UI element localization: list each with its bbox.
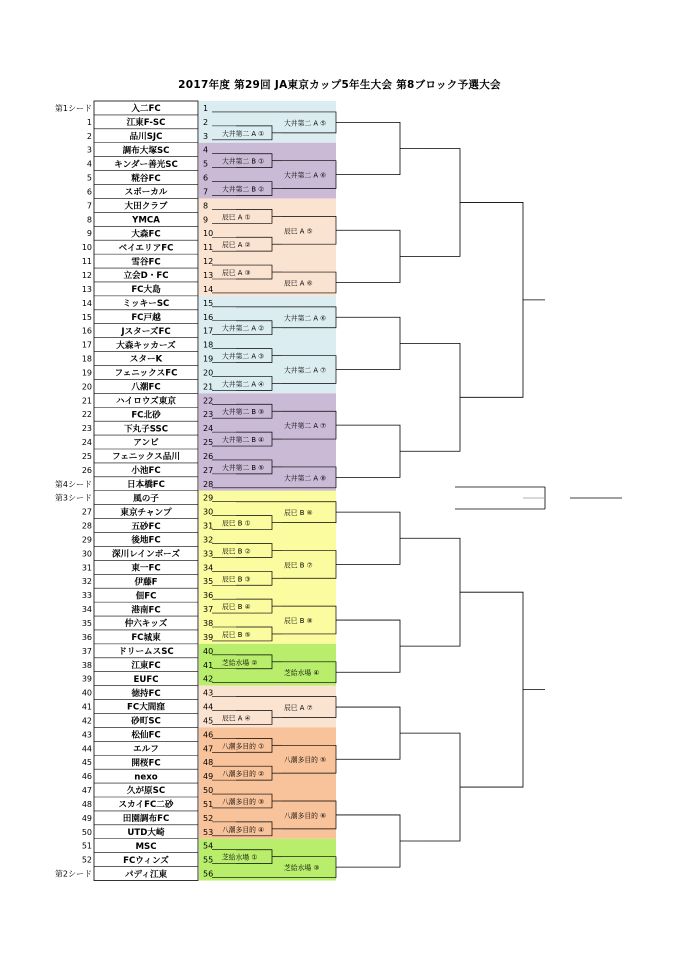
seed-label: 52 (81, 855, 92, 865)
team-row (82, 630, 236, 643)
slot-number: 56 (203, 869, 214, 879)
team-row (82, 463, 236, 476)
round1-match-label: 辰巳 A ① (222, 213, 251, 222)
slot-number: 28 (203, 479, 214, 489)
seed-label: 11 (81, 257, 92, 267)
round2-match-label: 大井第二 A ⑥ (284, 171, 327, 180)
slot-number: 12 (203, 257, 214, 267)
team-name: MSC (135, 841, 157, 852)
round2-match-label: 辰巳 A ⑦ (284, 704, 313, 713)
seed-label: 29 (81, 535, 92, 545)
team-name: 雪谷FC (131, 257, 161, 268)
round1-match-label: 大井第二 A ① (222, 129, 265, 138)
later-round-bracket (425, 149, 460, 257)
slot-number: 11 (203, 243, 214, 253)
seed-label: 15 (81, 312, 92, 322)
team-name: 東京チャンプ (120, 507, 172, 518)
team-name: 江東FC (131, 660, 161, 671)
team-name: 東一FC (131, 563, 161, 574)
seed-label: 8 (86, 215, 92, 225)
round1-match-label: 辰巳 B ⑤ (222, 630, 251, 639)
seed-label: 28 (81, 521, 92, 531)
team-row (82, 435, 236, 448)
team-row (82, 533, 236, 546)
team-row (82, 352, 236, 365)
team-row (82, 421, 236, 434)
seed-label: 1 (86, 117, 92, 127)
slot-number: 55 (203, 855, 214, 865)
slot-number: 8 (203, 201, 209, 211)
seed-label: 48 (81, 799, 92, 809)
team-name: FC北砂 (131, 410, 161, 421)
team-name: ハイロウズ東京 (116, 396, 176, 407)
team-row (55, 477, 236, 490)
round1-match-label: 大井第二 B ③ (222, 408, 265, 417)
seed-label: 42 (81, 716, 92, 726)
seed-label: 35 (81, 619, 92, 628)
seed-label: 2 (86, 131, 92, 141)
slot-number: 43 (203, 688, 214, 698)
seed-label: 24 (81, 438, 92, 448)
slot-number: 36 (203, 591, 214, 601)
seed-label: 26 (81, 465, 92, 475)
team-row (82, 254, 236, 267)
team-row (82, 783, 236, 796)
seed-label: 34 (81, 605, 92, 615)
team-row (82, 741, 236, 754)
slot-number: 23 (203, 410, 214, 420)
team-row (82, 449, 236, 462)
team-name: ドリームスSC (118, 647, 174, 658)
team-name: 調布大塚SC (122, 145, 170, 156)
seed-label: 44 (81, 744, 92, 754)
later-round-bracket (360, 230, 400, 282)
slot-number: 37 (203, 605, 214, 615)
round2-match-label: 八潮多目的 ⑥ (284, 811, 327, 820)
seed-label: 50 (81, 827, 92, 837)
team-name: FC城東 (131, 633, 161, 644)
round2-match-label: 辰巳 B ⑦ (284, 561, 313, 570)
slot-number: 18 (203, 340, 214, 350)
team-name: UTD大崎 (127, 828, 165, 838)
later-round-bracket (425, 538, 460, 646)
team-name: フェニックスFC (114, 368, 178, 379)
round2-match-label: 大井第二 A ⑦ (284, 422, 327, 431)
team-name: 小池FC (131, 466, 161, 477)
team-name: 大田クラブ (124, 201, 168, 212)
seed-label: 9 (86, 229, 92, 239)
seed-label: 13 (81, 284, 92, 294)
slot-number: 44 (203, 702, 214, 712)
team-name: nexo (134, 772, 158, 783)
team-row (82, 560, 236, 573)
team-name: 田園調布FC (122, 814, 170, 825)
slot-number: 15 (203, 298, 214, 308)
team-row (82, 825, 236, 838)
seed-label: 25 (81, 451, 92, 461)
slot-number: 17 (203, 326, 214, 336)
round1-match-label: 八潮多目的 ① (222, 742, 265, 751)
team-name: フェニックス品川 (112, 452, 180, 463)
round2-match-label: 芝給水場 ④ (284, 669, 320, 678)
round1-match-label: 大井第二 A ③ (222, 352, 265, 361)
round1-match-label: 大井第二 A ② (222, 324, 265, 333)
team-row (82, 588, 236, 601)
slot-number: 20 (203, 368, 214, 378)
slot-number: 42 (203, 674, 214, 684)
page-title: 2017年度 第29回 JA東京カップ5年生大会 第8ブロック予選大会 (178, 79, 501, 91)
seed-label: 第3シード (54, 493, 92, 503)
team-row (82, 393, 236, 406)
venue-band (199, 644, 336, 686)
round2-match-label: 八潮多目的 ⑤ (284, 756, 327, 765)
later-round-bracket (490, 202, 523, 397)
later-round-bracket (360, 512, 400, 564)
team-name: 深川レインボーズ (112, 549, 180, 560)
seed-label: 43 (81, 730, 92, 740)
seed-label: 17 (81, 340, 92, 350)
team-name: FCウィンズ (123, 855, 169, 866)
round1-match-label: 大井第二 B ⑤ (222, 463, 265, 472)
team-name: 品川SJC (129, 132, 163, 142)
seed-label: 47 (81, 786, 92, 796)
team-name: 港南FC (131, 605, 161, 616)
slot-number: 2 (203, 117, 209, 127)
round1-match-label: 辰巳 A ④ (222, 714, 251, 723)
team-name: 仲六キッズ (124, 619, 168, 630)
slot-number: 54 (203, 841, 214, 851)
slot-number: 25 (203, 438, 214, 448)
team-name: 徳持FC (131, 688, 161, 699)
later-round-bracket (360, 317, 400, 369)
team-name: FC大島 (131, 285, 161, 296)
slot-number: 19 (203, 354, 214, 364)
team-name: JスターズFC (121, 326, 171, 337)
team-name: 久が原SC (126, 786, 166, 797)
team-name: 立会D・FC (123, 271, 169, 282)
later-round-bracket (360, 815, 400, 867)
team-name: 入二FC (131, 104, 161, 115)
seed-label: 45 (81, 758, 92, 768)
team-row (82, 574, 236, 587)
slot-number: 49 (203, 772, 214, 782)
team-row (82, 672, 236, 685)
seed-label: 27 (81, 507, 92, 517)
slot-number: 34 (203, 563, 214, 573)
later-round-bracket (425, 733, 460, 841)
team-name: YMCA (132, 215, 160, 226)
round2-match-label: 辰巳 B ⑥ (284, 509, 313, 518)
team-name: エルフ (133, 744, 159, 755)
round1-match-label: 大井第二 B ④ (222, 436, 265, 445)
slot-number: 4 (203, 145, 209, 155)
round1-match-label: 辰巳 B ④ (222, 603, 251, 612)
round1-match-label: 辰巳 B ③ (222, 575, 251, 584)
team-row (82, 407, 236, 420)
round2-match-label: 大井第二 A ⑧ (284, 474, 327, 483)
team-name: キンダー善光SC (114, 159, 178, 170)
slot-number: 27 (203, 465, 214, 475)
team-row (82, 602, 236, 615)
seed-label: 21 (81, 396, 92, 406)
slot-number: 31 (203, 521, 214, 531)
later-round-bracket (360, 707, 400, 759)
seed-label: 40 (81, 688, 92, 698)
slot-number: 5 (203, 159, 209, 169)
team-name: スカイFC二砂 (118, 800, 174, 811)
slot-number: 24 (203, 424, 214, 434)
round2-match-label: 大井第二 A ⑤ (284, 119, 327, 128)
team-row (82, 296, 236, 309)
team-name: ベイエリアFC (118, 243, 174, 254)
team-row (82, 519, 236, 532)
team-row (82, 310, 236, 323)
round2-match-label: 辰巳 A ⑤ (284, 227, 313, 236)
seed-label: 第2シード (54, 869, 92, 879)
slot-number: 53 (203, 827, 214, 837)
round1-match-label: 辰巳 A ② (222, 241, 251, 250)
slot-number: 38 (203, 619, 214, 628)
seed-label: 31 (81, 563, 92, 573)
team-row (82, 240, 236, 253)
team-row (82, 324, 236, 337)
slot-number: 29 (203, 493, 214, 503)
seed-label: 36 (81, 632, 92, 642)
slot-number: 22 (203, 396, 214, 406)
team-row (82, 644, 236, 657)
later-round-bracket (360, 425, 400, 477)
seed-label: 10 (81, 243, 92, 253)
team-name: 糀谷FC (131, 173, 161, 184)
team-name: 風の子 (133, 493, 159, 504)
seed-label: 6 (86, 187, 92, 197)
team-name: 開桜FC (131, 758, 161, 769)
team-row (82, 755, 236, 768)
team-name: 八潮FC (131, 382, 161, 393)
team-row (82, 546, 236, 559)
venue-band (199, 198, 336, 295)
seed-label: 49 (81, 813, 92, 823)
team-name: 佃FC (135, 591, 157, 602)
venue-band (199, 143, 336, 199)
round1-match-label: 八潮多目的 ② (222, 770, 265, 779)
seed-label: 38 (81, 660, 92, 670)
slot-number: 45 (203, 716, 214, 726)
team-name: FC戸越 (131, 312, 161, 323)
round1-match-label: 大井第二 A ④ (222, 380, 265, 389)
round2-match-label: 大井第二 A ⑦ (284, 366, 327, 375)
slot-number: 3 (203, 131, 209, 141)
team-name: 下丸子SSC (123, 424, 169, 435)
round2-match-label: 辰巳 B ⑧ (284, 617, 313, 626)
venue-band (199, 491, 336, 644)
team-name: 五砂FC (131, 521, 161, 532)
later-round-bracket (360, 122, 400, 174)
team-row (82, 282, 236, 295)
slot-number: 7 (203, 187, 209, 197)
venue-band (199, 839, 336, 881)
round1-match-label: 芝給水場 ② (222, 658, 258, 667)
team-row (55, 867, 236, 880)
slot-number: 47 (203, 744, 214, 754)
slot-number: 16 (203, 312, 214, 322)
team-row (82, 686, 236, 699)
slot-number: 46 (203, 730, 214, 740)
team-name: 江東F-SC (126, 118, 166, 129)
round1-match-label: 辰巳 B ② (222, 547, 251, 556)
round1-match-label: 大井第二 B ② (222, 185, 265, 194)
team-row (82, 769, 236, 782)
team-name: FC大間窪 (127, 702, 165, 713)
slot-number: 6 (203, 173, 209, 183)
round1-match-label: 八潮多目的 ③ (222, 798, 265, 806)
team-row (82, 338, 236, 351)
team-row (82, 853, 236, 866)
team-name: 後地FC (131, 535, 161, 546)
team-row (82, 811, 236, 824)
later-round-bracket (425, 343, 460, 451)
slot-number: 52 (203, 813, 214, 823)
seed-label: 33 (81, 591, 92, 601)
seed-label: 23 (81, 424, 92, 434)
team-name: 伊藤F (134, 577, 158, 588)
seed-label: 18 (81, 354, 92, 364)
seed-label: 30 (81, 549, 92, 559)
team-row (82, 797, 236, 810)
team-name: スターK (129, 354, 163, 365)
team-row (82, 713, 236, 726)
round1-match-label: 芝給水場 ① (222, 853, 258, 862)
team-row (82, 505, 236, 518)
slot-number: 39 (203, 632, 214, 642)
team-name: 砂町SC (131, 716, 161, 727)
later-round-bracket (490, 592, 523, 787)
seed-label: 32 (81, 577, 92, 587)
seed-label: 第1シード (54, 103, 92, 113)
seed-label: 41 (81, 702, 92, 712)
seed-label: 37 (81, 646, 92, 656)
team-name: ミッキーSC (122, 299, 170, 310)
venue-band (199, 296, 336, 393)
team-name: スポーカル (124, 187, 168, 198)
seed-label: 16 (81, 326, 92, 336)
slot-number: 10 (203, 229, 214, 239)
team-row (82, 700, 236, 713)
team-name: 日本橋FC (127, 480, 165, 490)
seed-label: 20 (81, 382, 92, 392)
seed-label: 12 (81, 271, 92, 280)
round1-match-label: 八潮多目的 ④ (222, 825, 265, 834)
seed-label: 4 (86, 159, 92, 169)
round1-match-label: 大井第二 B ① (222, 157, 265, 166)
slot-number: 33 (203, 549, 214, 559)
seed-label: 7 (86, 201, 92, 211)
seed-label: 19 (81, 368, 92, 378)
slot-number: 50 (203, 786, 214, 796)
seed-label: 3 (86, 145, 92, 155)
round2-match-label: 辰巳 A ⑥ (284, 279, 313, 288)
seed-label: 46 (81, 772, 92, 782)
round2-match-label: 芝給水場 ③ (284, 864, 320, 873)
seed-label: 第4シード (54, 479, 92, 489)
slot-number: 40 (203, 646, 214, 656)
slot-number: 48 (203, 758, 214, 768)
seed-label: 5 (86, 173, 92, 183)
slot-number: 1 (203, 103, 209, 113)
seed-label: 39 (81, 674, 92, 684)
team-row (82, 658, 236, 671)
slot-number: 14 (203, 284, 214, 294)
slot-number: 21 (203, 382, 214, 392)
slot-number: 26 (203, 451, 214, 461)
venue-band (199, 686, 336, 728)
slot-number: 13 (203, 271, 214, 280)
team-name: パディ江東 (124, 869, 168, 880)
team-name: 大森FC (131, 229, 161, 240)
seed-label: 14 (81, 298, 92, 308)
round1-match-label: 辰巳 A ③ (222, 269, 251, 278)
team-name: EUFC (133, 674, 159, 685)
team-row (82, 365, 236, 378)
team-name: 大森キッカーズ (116, 340, 176, 351)
team-name: アンビ (133, 438, 159, 449)
slot-number: 32 (203, 535, 214, 545)
round2-match-label: 大井第二 A ⑥ (284, 314, 327, 323)
seed-label: 51 (81, 841, 92, 851)
round1-match-label: 辰巳 B ① (222, 519, 251, 528)
slot-number: 51 (203, 799, 214, 809)
slot-number: 9 (203, 215, 209, 225)
seed-label: 22 (81, 410, 92, 420)
slot-number: 41 (203, 660, 214, 670)
slot-number: 35 (203, 577, 214, 587)
team-name: 松仙FC (131, 730, 161, 741)
later-round-bracket (360, 620, 400, 672)
slot-number: 30 (203, 507, 214, 517)
